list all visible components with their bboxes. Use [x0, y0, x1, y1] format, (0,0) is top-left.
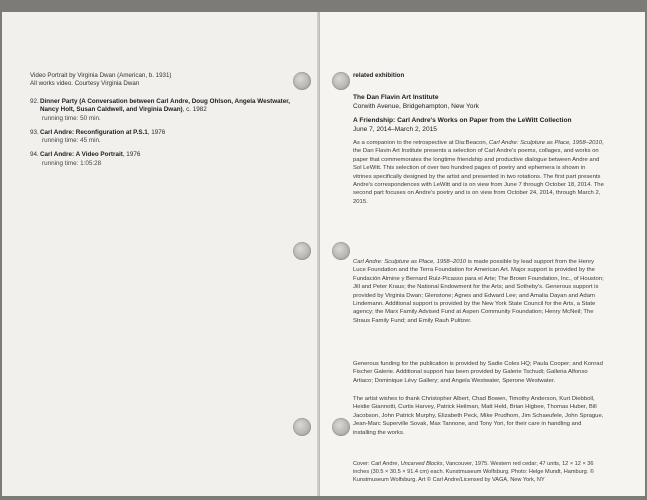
cover-text: Cover: Carl Andre, [353, 461, 401, 467]
work-body [40, 129, 302, 146]
video-credit-block [30, 72, 171, 88]
binder-hole-icon [332, 72, 350, 90]
work-year: , 1976 [122, 151, 141, 159]
exhibition-title: A Friendship: Carl Andre's Works on Paper from the LeWitt Collection [353, 117, 572, 124]
work-body [40, 98, 302, 123]
work-entry [30, 98, 302, 123]
work-number: 92. [30, 98, 39, 105]
work-year: , c. 1982 [182, 106, 207, 114]
work-entry [30, 129, 302, 146]
support-text: is made possible by lead support from the Henry Luce Foundation and the Terra Foundation for American Art. Major support is provided by the Fundación Almine y Bernard Ruiz-Picasso para el Arte; The Brown Foundation, Inc., of Houston; Jill and Peter Kraus; the National Endowment for the Arts; and Sotheby's. Generous support is provided by Virginia Dwan; Glenstone; Agnes and Edward Lee; and Amalia Dayan and Adam Lindemann. Additional support is provided by the New York State Council for the Arts, a State agency; the Marx Family Advised Fund at Aspen Community Foundation; Henry McNeil; The Straus Family Fund; and Emily Rauh Pulitzer. [353, 259, 604, 324]
work-number: 94. [30, 151, 39, 159]
section-label: related exhibition [353, 72, 405, 79]
work-runtime: running time: 1:05:28 [42, 159, 102, 167]
description-text: As a companion to the retrospective at Dia:Beacon, [353, 140, 489, 146]
work-number: 93. [30, 128, 39, 136]
retrospective-title: Carl Andre: Sculpture as Place, 1958–2010 [488, 140, 602, 146]
work-title: Carl Andre: Reconfiguration at P.S.1 [40, 128, 148, 136]
work-title: Carl Andre: A Video Portrait [40, 151, 123, 159]
cover-work-title: Uncarved Blocks [400, 461, 443, 467]
description-paragraph [353, 139, 605, 206]
right-page [320, 12, 645, 496]
exhibition-dates: June 7, 2014–March 2, 2015 [353, 125, 437, 133]
binder-hole-icon [293, 242, 311, 260]
work-runtime: running time: 45 min. [42, 137, 101, 145]
institute-address: Corwith Avenue, Bridgehampton, New York [353, 103, 479, 110]
video-credit: Video Portrait by Virginia Dwan (American, b. 1931) [30, 72, 172, 79]
binder-hole-icon [293, 418, 311, 436]
work-title: Dinner Party (A Conversation between Carl Andre, Doug Ohlson, Angela Westwater, Nancy Holt, Susan Caldwell, and Virginia Dwan) [40, 98, 291, 114]
acknowledgements-paragraph: The artist wishes to thank Christopher Albert, Chad Bowen, Timothy Anderson, Kurt Diebboll, Heidie Giannotti, Curtis Harvey, Patrick Heilman, Matt Held, Brian Higbee, Thomas Huber, Bill Jacobson, John Patrick Murphy, Elizabeth Peck, Mike Prudhom, Jim Schaeufele, John Sprague, Jean-Marc Superville Sovak, Max Tannone, and Tony Yori, for their care in handling and installing the works. [353, 396, 604, 436]
retrospective-title: Carl Andre: Sculpture as Place, 1958–2010 [353, 259, 467, 265]
support-paragraph [353, 258, 605, 325]
publication-funding-paragraph: Generous funding for the publication is provided by Sadie Coles HQ; Paula Cooper; and Konrad Fischer Galerie. Additional support has been provided by Galerie Tschudi; Galleria Alfonso Artiaco; Dominique Lévy Gallery; and Angela Westwater, Sperone Westwater. [353, 361, 603, 384]
institute-name: The Dan Flavin Art Institute [353, 94, 439, 101]
cover-text: , Vancouver, 1975. Western red cedar; 47 units, 12 × 12 × 36 inches (30.5 × 30.5 × 91.4 cm) each. Kunstmuseum Wolfsburg. Photo: Helge Mundt, Hamburg. © Kunstmuseum Wolfsburg. Art © Carl Andre/Licensed by VAGA, New York, NY [353, 461, 594, 483]
institute-block [353, 93, 479, 111]
works-list [30, 98, 302, 174]
binder-hole-icon [332, 418, 350, 436]
work-entry [30, 151, 302, 168]
work-year: , 1976 [147, 128, 166, 136]
work-runtime: running time: 50 min. [42, 114, 101, 122]
binder-hole-icon [293, 72, 311, 90]
description-text: , the Dan Flavin Art Institute presents a selection of Carl Andre's poems, collages, and works on paper that commemorates the longtime friendship and productive dialogue between Andre and Sol LeWitt. This selection of over two hundred pages of poetry and ephemera is shown in vitrines specifically designed by the artist and presented in two rotations. The first part presents Andre's correspondences with LeWitt and is on view from June 7 through October 18, 2014. The second part focuses on Andre's poetry and is on view from October 24, 2014, through March 2, 2015. [353, 140, 604, 205]
video-note: All works video. Courtesy Virginia Dwan [30, 80, 140, 88]
work-body [40, 151, 302, 168]
cover-credit [353, 461, 605, 484]
left-page [2, 12, 319, 496]
binder-hole-icon [332, 242, 350, 260]
exhibition-block [353, 117, 572, 134]
